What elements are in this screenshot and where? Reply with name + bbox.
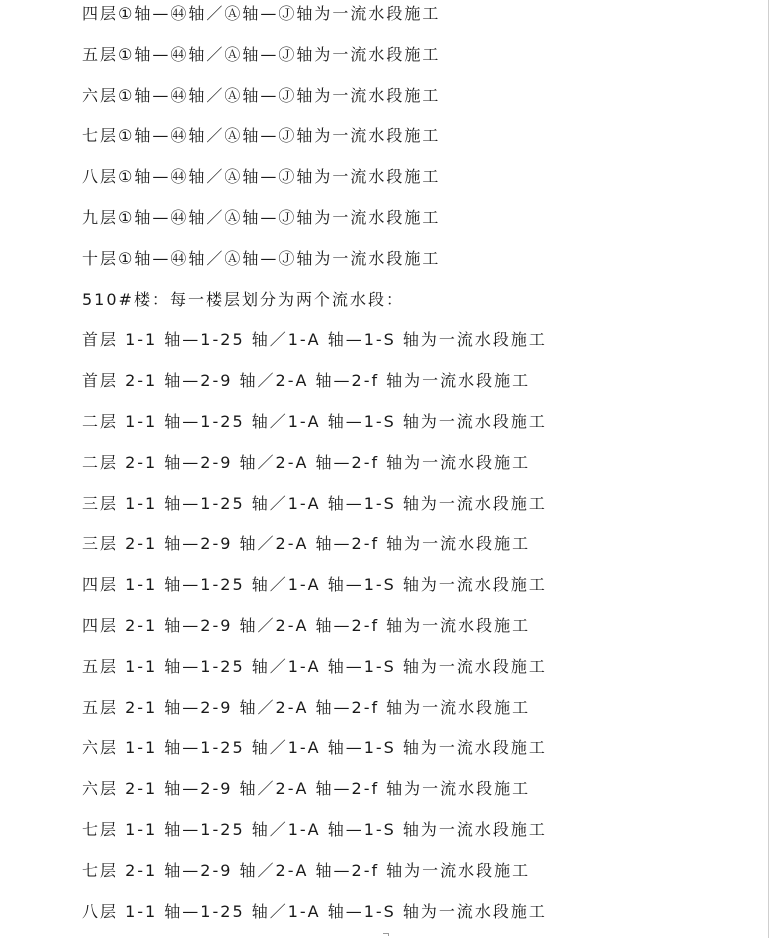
- text-line: 五层 2-1 轴—2-9 轴／2-A 轴—2-f 轴为一流水段施工: [82, 697, 531, 717]
- text-line: 六层 1-1 轴—1-25 轴／1-A 轴—1-S 轴为一流水段施工: [82, 738, 547, 758]
- text-line: 三层 2-1 轴—2-9 轴／2-A 轴—2-f 轴为一流水段施工: [82, 534, 531, 554]
- text-line: 四层 2-1 轴—2-9 轴／2-A 轴—2-f 轴为一流水段施工: [82, 615, 531, 635]
- text-line: 四层 1-1 轴—1-25 轴／1-A 轴—1-S 轴为一流水段施工: [82, 575, 547, 595]
- text-line: 九层①轴—㊹轴／Ⓐ轴—Ⓙ轴为一流水段施工: [82, 207, 441, 227]
- document-body: [82, 0, 752, 932]
- text-line: 五层 1-1 轴—1-25 轴／1-A 轴—1-S 轴为一流水段施工: [82, 656, 547, 676]
- text-line: 首层 1-1 轴—1-25 轴／1-A 轴—1-S 轴为一流水段施工: [82, 330, 547, 350]
- text-line: 七层 2-1 轴—2-9 轴／2-A 轴—2-f 轴为一流水段施工: [82, 860, 531, 880]
- page-edge-divider: [768, 0, 769, 938]
- text-line: 二层 1-1 轴—1-25 轴／1-A 轴—1-S 轴为一流水段施工: [82, 411, 547, 431]
- text-line: 五层①轴—㊹轴／Ⓐ轴—Ⓙ轴为一流水段施工: [82, 44, 441, 64]
- text-line: 三层 1-1 轴—1-25 轴／1-A 轴—1-S 轴为一流水段施工: [82, 493, 547, 513]
- text-line: 十层①轴—㊹轴／Ⓐ轴—Ⓙ轴为一流水段施工: [82, 248, 441, 268]
- paragraph-mark-icon: [383, 933, 389, 936]
- text-line: 四层①轴—㊹轴／Ⓐ轴—Ⓙ轴为一流水段施工: [82, 4, 441, 23]
- text-line: 六层①轴—㊹轴／Ⓐ轴—Ⓙ轴为一流水段施工: [82, 85, 441, 105]
- text-line: 八层①轴—㊹轴／Ⓐ轴—Ⓙ轴为一流水段施工: [82, 167, 441, 187]
- text-line: 二层 2-1 轴—2-9 轴／2-A 轴—2-f 轴为一流水段施工: [82, 452, 531, 472]
- section-heading: 510#楼：每一楼层划分为两个流水段：: [82, 289, 404, 309]
- text-line: 八层 1-1 轴—1-25 轴／1-A 轴—1-S 轴为一流水段施工: [82, 901, 547, 921]
- text-line: 首层 2-1 轴—2-9 轴／2-A 轴—2-f 轴为一流水段施工: [82, 371, 531, 391]
- text-line: 七层①轴—㊹轴／Ⓐ轴—Ⓙ轴为一流水段施工: [82, 126, 441, 146]
- text-line: 六层 2-1 轴—2-9 轴／2-A 轴—2-f 轴为一流水段施工: [82, 779, 531, 799]
- text-line: 七层 1-1 轴—1-25 轴／1-A 轴—1-S 轴为一流水段施工: [82, 819, 547, 839]
